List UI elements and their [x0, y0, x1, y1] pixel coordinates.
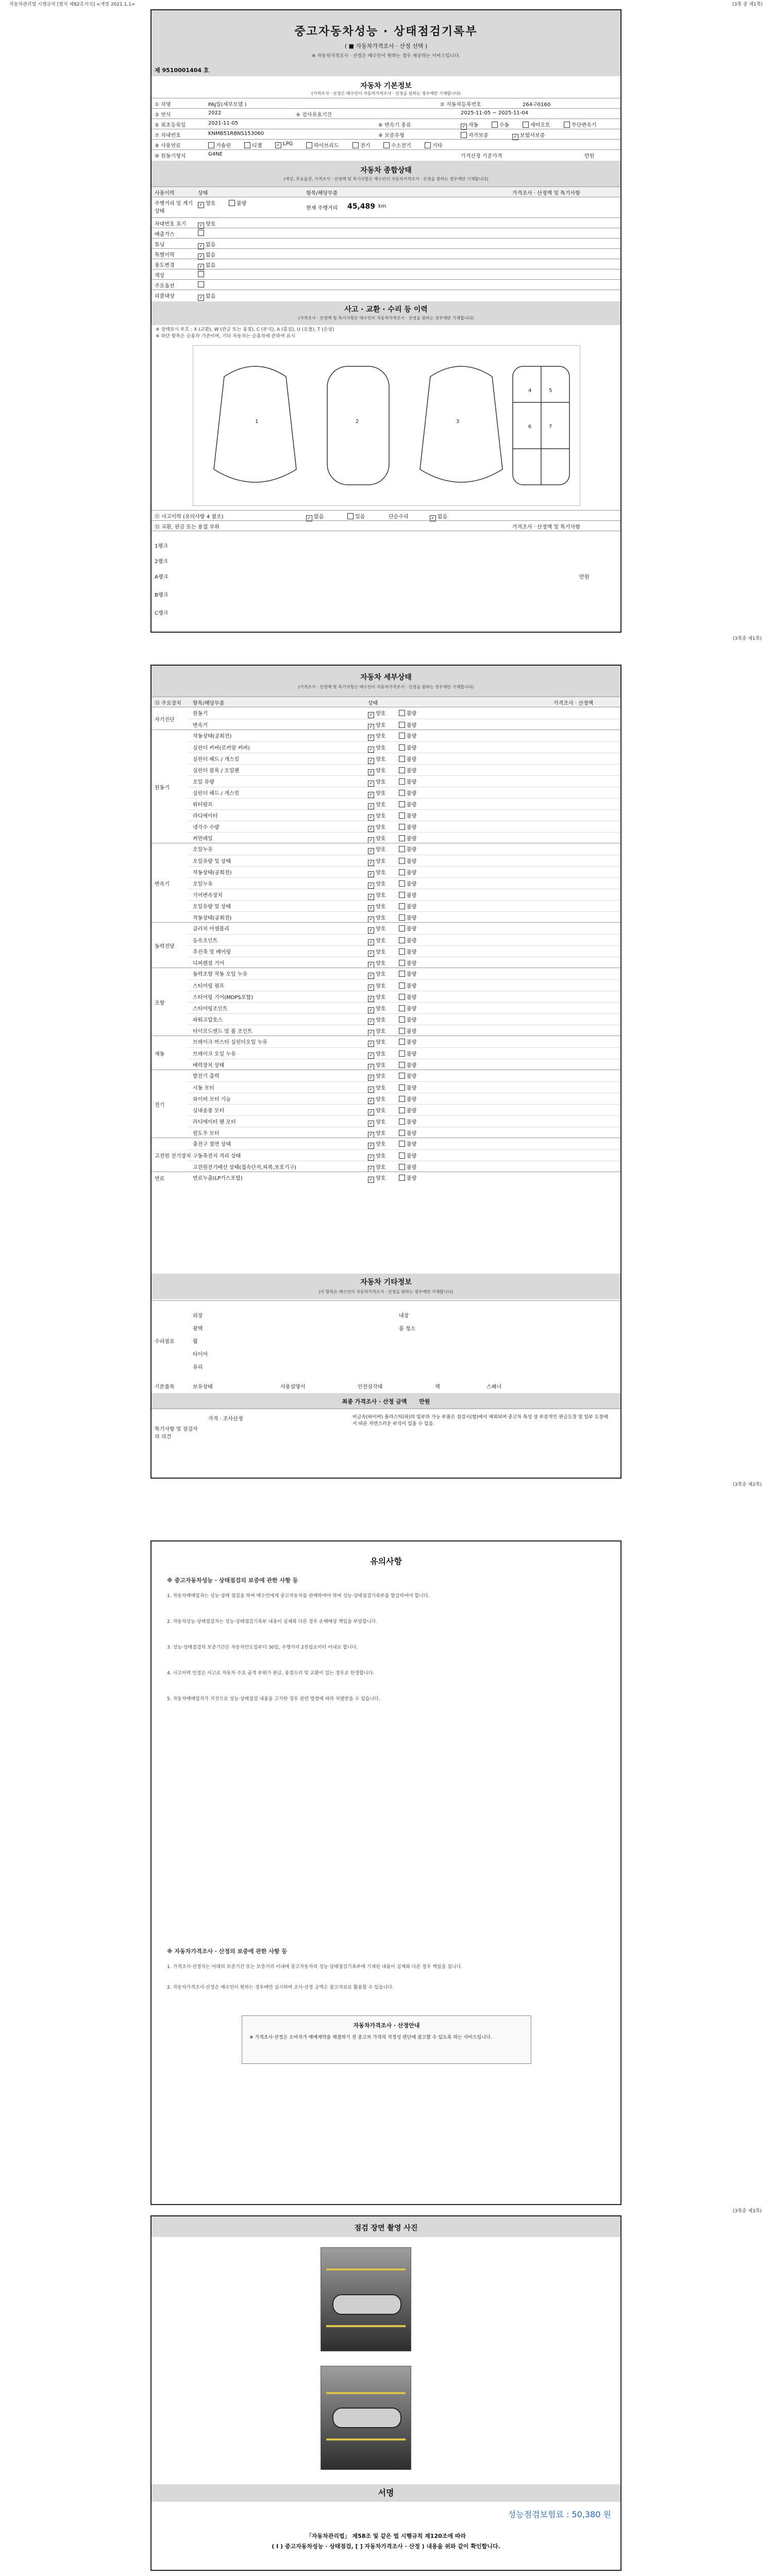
state-good-checkbox[interactable]: ✓ 양호 [368, 1015, 385, 1025]
form-law-reference: 자동차관리법 시행규칙 [별지 제82호서식] <개정 2021.1.1> [9, 2, 136, 7]
detail-group [152, 968, 620, 1036]
detail-item-label: 작동상태(공회전) [193, 870, 232, 876]
state-bad-checkbox[interactable]: 불량 [399, 970, 416, 977]
accident-section-title: 사고 · 교환 · 수리 등 이력 [344, 306, 428, 314]
state-bad-checkbox[interactable]: 불량 [399, 902, 416, 910]
basic-info-note: (가격조사 · 산정은 매수인이 자동차가격조사 · 산정을 원하는 경우에만 기재합니다) [311, 91, 461, 96]
insurance-fee: 성능점검보험료 : 50,380 원 [508, 2510, 611, 2519]
detail-item-row [188, 1047, 620, 1059]
detail-item-row [188, 1081, 620, 1093]
detail-item-row [188, 741, 620, 753]
state-good-checkbox[interactable]: ✓ 양호 [368, 970, 385, 979]
detail-item-label: 스티어링 펌프 [193, 984, 225, 989]
other-info-table: 수리필요 기본품목 외장 내장 광택 룸 청소 휠 타이어 유리 보유상태 사용설명서 안전삼각대 잭 스패너 [152, 1300, 620, 1394]
car-right-outline [420, 366, 502, 482]
detail-item-label: 연료누출(LP가스포함) [193, 1176, 243, 1181]
detail-item-label: 브레이크 오일 누유 [193, 1052, 236, 1057]
row-first-registration: ⑤ 최초등록일 2021-11-05 ⑥ 변속기 종류 ✓ 자동 수동 세미오토 무단변속기 [152, 118, 620, 129]
detail-item-row [188, 991, 620, 1003]
accident-section-note: (가격조사 · 산정액 및 특기사항은 매수인이 자동차가격조사 · 산정을 원하는 경우에만 기재합니다) [298, 316, 474, 320]
detail-item-label: 충전구 절연 상태 [193, 1142, 231, 1147]
transmission-auto[interactable]: ✓ 자동 [461, 121, 478, 130]
state-bad-checkbox[interactable]: 불량 [399, 947, 416, 955]
detail-item-row [188, 1161, 620, 1173]
detail-group [152, 843, 620, 923]
accident-none[interactable]: ✓ 없음 [306, 512, 324, 521]
state-good-checkbox[interactable]: ✓ 양호 [368, 902, 385, 911]
detail-group-name: 제동 [155, 1052, 165, 1057]
fuel-gasoline[interactable]: 가솔린 [208, 141, 231, 149]
state-bad-checkbox[interactable]: 불량 [399, 1117, 416, 1125]
state-bad-checkbox[interactable]: 불량 [399, 1061, 416, 1069]
state-bad-checkbox[interactable]: 불량 [399, 1027, 416, 1035]
inspection-photo-2 [321, 2366, 411, 2470]
overall-row-use-change: 용도변경 ✓ 없음 [152, 259, 620, 269]
detail-item-label: 오일 유량 [193, 779, 214, 785]
detail-item-label: 실린더 블록 / 오일팬 [193, 768, 240, 774]
page-number-3: (3쪽중 제3쪽) [732, 2209, 762, 2214]
detail-item-label: 실린더 헤드 / 개스킷 [193, 757, 240, 762]
accident-history-row: ⑪ 사고이력 (유의사항 4 참조) ✓ 없음 있음 단순수리 ✓ 없음 [152, 510, 620, 521]
state-good-checkbox[interactable]: ✓ 양호 [368, 755, 385, 764]
row-year: ③ 연식 2022 ④ 검사유효기간 2025-11-05 ~ 2025-11-04 [152, 108, 620, 119]
detail-item-label: 스티어링 기어(MDPS포함) [193, 995, 253, 1001]
detail-group-name: 원동기 [155, 785, 170, 791]
basic-info-title: 자동차 기본정보 [360, 82, 412, 90]
state-bad-checkbox[interactable]: 불량 [399, 1072, 416, 1079]
accident-legend: ※ 상태표시 부호 : X (교환), W (판금 또는 용접), C (부식), A (흠집), U (요철), T (손상) [156, 327, 334, 332]
state-bad-checkbox[interactable]: 불량 [399, 1106, 416, 1114]
row-engine: ⑩ 원동기형식 G4NE 가격산정 기준가격 만원 [152, 149, 620, 160]
state-good-checkbox[interactable]: ✓ 양호 [368, 1072, 385, 1081]
state-bad-checkbox[interactable]: 불량 [399, 1038, 416, 1045]
photo-sheet [150, 2215, 621, 2571]
state-good-checkbox[interactable]: ✓ 양호 [368, 947, 385, 957]
detail-item-label: 고전원전기배선 상태(접속단자,피복,보호기구) [193, 1165, 296, 1171]
detail-item-label: 클러치 어셈블리 [193, 926, 229, 932]
state-bad-checkbox[interactable]: 불량 [399, 766, 416, 774]
svg-text:2: 2 [356, 419, 359, 425]
state-good-checkbox[interactable]: ✓ 양호 [368, 777, 385, 787]
state-bad-checkbox[interactable]: 불량 [399, 993, 416, 1001]
overall-row-vin: 차대번호 표기 ✓ 양호 [152, 217, 620, 228]
detail-item-row [188, 832, 620, 844]
detail-item-label: 시동 모터 [193, 1086, 214, 1091]
detail-item-row [188, 934, 620, 946]
svg-text:5: 5 [549, 388, 552, 394]
detail-item-label: 추진축 및 베어링 [193, 950, 231, 955]
detail-item-row [188, 1059, 620, 1071]
state-good-checkbox[interactable]: ✓ 양호 [368, 1151, 385, 1161]
detail-item-row [188, 843, 620, 855]
detail-item-row [188, 923, 620, 934]
state-bad-checkbox[interactable]: 불량 [399, 743, 416, 751]
state-good-checkbox[interactable]: ✓ 양호 [368, 845, 385, 854]
signature-bar: 서명 [152, 2484, 620, 2502]
detail-item-row [188, 900, 620, 912]
state-good-checkbox[interactable]: ✓ 양호 [368, 811, 385, 821]
detail-item-row [188, 1025, 620, 1037]
detail-item-row [188, 1070, 620, 1081]
page-number-1: (3쪽중 제1쪽) [732, 636, 762, 641]
state-bad-checkbox[interactable]: 불량 [399, 891, 416, 899]
detail-group [152, 707, 620, 730]
state-good-checkbox[interactable]: ✓ 양호 [368, 1004, 385, 1013]
detail-group-name: 동력전달 [155, 944, 175, 950]
plate-value: 264구0160 [523, 102, 551, 108]
page-number-2: (3쪽중 제2쪽) [732, 1482, 762, 1487]
detail-item-row [188, 1013, 620, 1025]
state-good-checkbox[interactable]: ✓ 양호 [368, 1163, 385, 1172]
state-bad-checkbox[interactable]: 불량 [399, 709, 416, 717]
simple-repair-none[interactable]: ✓ 없음 [430, 512, 447, 521]
state-bad-checkbox[interactable]: 불량 [399, 857, 416, 865]
detail-item-row [188, 1115, 620, 1127]
detail-group [152, 1036, 620, 1070]
state-bad-checkbox[interactable]: 불량 [399, 777, 416, 785]
detail-item-row [188, 889, 620, 901]
detail-item-label: 냉각수 수량 [193, 825, 220, 831]
detail-item-row [188, 730, 620, 741]
state-good-checkbox[interactable]: ✓ 양호 [368, 981, 385, 991]
car-top-outline [327, 366, 389, 485]
detail-item-label: 타이로드엔드 및 볼 조인트 [193, 1029, 253, 1035]
state-bad-checkbox[interactable]: 불량 [399, 800, 416, 808]
detail-item-label: 기어변속장치 [193, 893, 223, 899]
detail-item-label: 윈도우 모터 [193, 1131, 220, 1137]
state-good-checkbox[interactable]: ✓ 양호 [368, 800, 385, 809]
state-bad-checkbox[interactable]: 불량 [399, 811, 416, 819]
row-fuel: ⑨ 사용연료 가솔린 디젤 ✓ LPG 하이브리드 전기 수소전기 기타 [152, 139, 620, 150]
detail-group-name: 자기진단 [155, 717, 175, 723]
appraisal-notice-box: 자동차가격조사 · 산정안내 ※ 가격조사·산정은 소비자가 매매계약을 체결하기 전 중고차 가격의 적정성 판단에 참고할 수 있도록 하는 서비스입니다. [242, 2015, 531, 2064]
detail-item-label: 브레이크 마스터 실린더오일 누유 [193, 1040, 267, 1045]
state-good-checkbox[interactable]: ✓ 양호 [368, 1083, 385, 1093]
state-good-checkbox[interactable]: ✓ 양호 [368, 868, 385, 877]
engine-value: G4NE [208, 151, 223, 157]
detail-item-row [188, 1138, 620, 1149]
detail-item-row [188, 1104, 620, 1116]
detail-item-label: 작동상태(공회전) [193, 734, 232, 739]
state-bad-checkbox[interactable]: 불량 [399, 823, 416, 831]
detail-item-label: 구동축전지 격리 상태 [193, 1154, 241, 1159]
fuel-hydrogen[interactable]: 수소전기 [383, 141, 411, 149]
detail-item-row [188, 753, 620, 765]
state-bad-checkbox[interactable]: 불량 [399, 1049, 416, 1057]
state-bad-checkbox[interactable]: 불량 [399, 959, 416, 967]
state-good-checkbox[interactable]: ✓ 양호 [368, 789, 385, 798]
state-bad-checkbox[interactable]: 불량 [399, 1083, 416, 1091]
state-bad-checkbox[interactable]: 불량 [399, 834, 416, 842]
state-good-checkbox[interactable]: ✓ 양호 [368, 743, 385, 753]
state-good-checkbox[interactable]: ✓ 양호 [368, 1061, 385, 1070]
form-header-line [0, 0, 773, 7]
state-good-checkbox[interactable]: ✓ 양호 [368, 1129, 385, 1138]
overall-row-color: 색상 [152, 269, 620, 280]
other-info-title: 자동차 기타정보 [360, 1278, 412, 1286]
state-good-checkbox[interactable]: ✓ 양호 [368, 1174, 385, 1183]
transmission-semi-auto[interactable]: 세미오토 [523, 121, 550, 128]
state-good-checkbox[interactable]: ✓ 양호 [368, 959, 385, 968]
inspection-photo-1 [321, 2247, 411, 2351]
detail-item-row [188, 764, 620, 776]
fuel-hybrid[interactable]: 하이브리드 [306, 141, 339, 149]
year-value: 2022 [208, 110, 222, 116]
state-bad-checkbox[interactable]: 불량 [399, 868, 416, 876]
detail-group [152, 1172, 620, 1183]
detail-item-row [188, 1093, 620, 1105]
detail-item-label: 발전기 출력 [193, 1074, 220, 1079]
final-price-bar [152, 1393, 620, 1409]
detail-item-row [188, 957, 620, 969]
detail-item-row [188, 1002, 620, 1014]
state-good-checkbox[interactable]: ✓ 양호 [368, 732, 385, 741]
state-bad-checkbox[interactable]: 불량 [399, 1163, 416, 1171]
state-bad-checkbox[interactable]: 불량 [399, 789, 416, 796]
detail-item-label: 실린더 헤드 / 개스킷 [193, 791, 240, 796]
mileage-bad[interactable]: 불량 [229, 199, 246, 207]
special-notes-row: 특기사항 및 점검자의 의견 가격 · 조사산정 비금속(파이버) 플라스틱(파)의 밀부하 가능 부품은 점검시(험)에서 제외되며 중고차 특성 상 부분적인 판금도장 및 일부 도장에서 따른 자연스러운 부식이 있을 수 있음. [152, 1409, 620, 1455]
state-bad-checkbox[interactable]: 불량 [399, 721, 416, 728]
detail-item-label: 오일누유 [193, 847, 213, 853]
overall-row-recall: 리콜대상 ✓ 없음 [152, 290, 620, 300]
svg-text:3: 3 [456, 419, 460, 425]
first-registration-value: 2021-11-05 [208, 121, 239, 126]
state-bad-checkbox[interactable]: 불량 [399, 913, 416, 921]
detail-item-row [188, 979, 620, 991]
state-bad-checkbox[interactable]: 불량 [399, 1151, 416, 1159]
accident-yes[interactable]: 있음 [347, 512, 365, 520]
detail-item-row [188, 1127, 620, 1139]
detail-item-label: 파워고압호스 [193, 1018, 223, 1023]
overall-status-title: 자동차 종합상태 [360, 166, 412, 175]
detail-group [152, 1138, 620, 1172]
state-bad-checkbox[interactable]: 불량 [399, 1129, 416, 1137]
photo-title: 점검 장면 촬영 사진 [354, 2224, 418, 2232]
accident-legend-2: ※ 하단 항목은 승용차 기준이며, 기타 자동차는 승용차에 준하여 표시 [156, 334, 295, 339]
detail-item-row [188, 821, 620, 833]
detail-group [152, 730, 620, 843]
state-good-checkbox[interactable]: ✓ 양호 [368, 823, 385, 832]
law-statement-1: 「자동차관리법」 제58조 및 같은 법 시행규칙 제120조에 따라 [306, 2533, 466, 2539]
detail-item-label: 원동기 [193, 711, 208, 717]
page-2-sheet [150, 665, 621, 1479]
detail-item-row [188, 1172, 620, 1183]
detail-group-name: 전기 [155, 1103, 165, 1108]
mileage-good[interactable]: ✓양호 [198, 199, 215, 208]
state-bad-checkbox[interactable]: 불량 [399, 755, 416, 762]
notice-subhead-1: ※ 중고자동차성능 · 상태점검의 보증에 관한 사항 등 [167, 1577, 298, 1584]
row-vehicle-name: ① 차명 PAJ일(세부모델 ) ② 자동차등록번호 264구0160 [152, 98, 620, 109]
detail-column-header: ⑬ 주요장치 항목/해당부품 상태 가격조사 · 산정액 [152, 697, 620, 707]
other-info-note: (이 항목은 매수인이 자동차가격조사 · 산정을 원하는 경우에만 기재합니다) [318, 1290, 453, 1294]
detail-item-row [188, 945, 620, 957]
detail-item-label: 변속기 [193, 723, 208, 728]
state-good-checkbox[interactable]: ✓ 양호 [368, 1049, 385, 1059]
detail-item-label: 와이퍼 모터 기능 [193, 1097, 231, 1103]
fuel-diesel[interactable]: 디젤 [244, 141, 262, 149]
notice-title: 유의사항 [370, 1556, 402, 1566]
detail-item-label: 동력조향 작동 오일 누유 [193, 972, 248, 977]
transmission-manual[interactable]: 수동 [492, 121, 509, 128]
transmission-cvt[interactable]: 무단변속기 [564, 121, 596, 128]
state-bad-checkbox[interactable]: 불량 [399, 1015, 416, 1023]
mileage-value: 45,489 [347, 202, 376, 211]
overall-row-emission: 배출가스 [152, 228, 620, 239]
detail-item-row [188, 787, 620, 799]
detail-item-row [188, 809, 620, 821]
detail-item-row [188, 968, 620, 979]
special-notes-text: 비금속(파이버) 플라스틱(파)의 밀부하 가능 부품은 점검시(험)에서 제외되며 중고차 특성 상 부분적인 판금도장 및 일부 도장에서 따른 자연스러운 부식이 있을 수 있음. [352, 1415, 608, 1427]
exchange-parts-row: ⑫ 교환, 판금 또는 용접 부위 가격조사 · 산정액 및 특기사항 [152, 520, 620, 531]
state-good-checkbox[interactable]: ✓ 양호 [368, 709, 385, 718]
detail-item-label: 등속조인트 [193, 938, 218, 944]
page-3-sheet: 유의사항 ※ 중고자동차성능 · 상태점검의 보증에 관한 사항 등 1. 자동차매매업자는 성능·상태 점검을 하여 매수인에게 중고자동차를 판매하여야 하며 성능·상태점검기록부를 발급하여야 합니다. 2. 자동차성능·상태점검자는 성능·상태점검기록부 내용이 실제와 다른 경우 손해배상 책임을 부담합니다. 3. 성능·상태점검의 보증기간은 자동차인도일부터 30일, 주행거리 2천킬로미터 이내로 합니다. 4. 사고이력 인정은 사고로 자동차 주요 골격 부위가 판금, 용접수리 및 교환이 있는 경우로 한정합니다. 5. 자동차매매업자가 거짓으로 성능·상태점검 내용을 고지한 경우 관련 법령에 따라 처벌받을 수 있습니다. ※ 자동차가격조사 · 산정의 보증에 관한 사항 등 1. 가격조사·산정자는 아래의 보증기간 또는 보증거리 이내에 중고자동차의 성능·상태점검기록부에 기재된 내용이 실제와 다른 경우 책임을 집니다. 2. 자동차가격조사·산정은 매수인이 원하는 경우에만 실시하며 조사·산정 금액은 참고자료로 활용할 수 있습니다. 자동차가격조사 · 산정안내 ※ 가격조사·산정은 소비자가 매매계약을 체결하기 전 중고차 가격의 적정성 판단에 참고할 수 있도록 하는 서비스입니다. [150, 1540, 621, 2205]
state-good-checkbox[interactable]: ✓ 양호 [368, 857, 385, 866]
state-good-checkbox[interactable]: ✓ 양호 [368, 1095, 385, 1104]
detail-group-name: 변속기 [155, 882, 170, 887]
state-bad-checkbox[interactable]: 불량 [399, 1140, 416, 1147]
detail-item-label: 오일유량 및 상태 [193, 904, 231, 910]
state-bad-checkbox[interactable]: 불량 [399, 936, 416, 944]
detail-item-row [188, 855, 620, 867]
state-good-checkbox[interactable]: ✓ 양호 [368, 834, 385, 843]
detail-group-name: 연료 [155, 1176, 165, 1182]
detail-item-row [188, 911, 620, 923]
fuel-electric[interactable]: 전기 [352, 141, 370, 149]
state-good-checkbox[interactable]: ✓ 양호 [368, 879, 385, 889]
fuel-other[interactable]: 기타 [425, 141, 442, 149]
state-good-checkbox[interactable]: ✓ 양호 [368, 1140, 385, 1149]
photo-header [152, 2216, 620, 2237]
page-1-header [152, 10, 620, 76]
detail-item-row [188, 775, 620, 787]
page-1-sheet [150, 9, 621, 633]
svg-text:4: 4 [528, 388, 532, 394]
detail-group [152, 922, 620, 968]
detail-group-name: 고전원 전기장치 [155, 1154, 191, 1159]
detail-item-row [188, 1149, 620, 1161]
exterior-rank-table: 1랭크 2랭크 A랭크 B랭크 C랭크 만원 [152, 531, 620, 629]
detail-item-row [188, 1036, 620, 1047]
detail-group [152, 1070, 620, 1138]
detail-item-row [188, 866, 620, 878]
state-good-checkbox[interactable]: ✓ 양호 [368, 1117, 385, 1127]
detail-group-name: 조향 [155, 1001, 165, 1006]
detail-item-row [188, 707, 620, 719]
detail-item-label: 커먼레일 [193, 836, 213, 842]
overall-row-tuning: 튜닝 ✓ 없음 [152, 238, 620, 249]
overall-column-header: 사용이력 상태 항목/해당부품 가격조사 · 산정액 및 특기사항 [152, 187, 620, 197]
state-good-checkbox[interactable]: ✓ 양호 [368, 766, 385, 775]
detail-item-label: 오일누유 [193, 882, 213, 887]
overall-status-note: (색상, 주요옵션, 가격조사 · 산정액 및 특기사항은 매수인이 자동차가격조사 · 산정을 원하는 경우에만 기재합니다) [283, 177, 489, 181]
detail-item-label: 실린더 커버(로커암 커버) [193, 745, 250, 751]
detail-item-row [188, 719, 620, 731]
detail-item-row [188, 877, 620, 889]
warranty-insurance[interactable]: ✓ 보험사보증 [512, 131, 545, 140]
document-note: ※ 자동차가격조사 · 산정은 매수인이 원하는 경우 제공하는 서비스입니다. [311, 54, 461, 59]
svg-text:1: 1 [255, 419, 259, 425]
detail-item-label: 작동상태(공회전) [193, 916, 232, 921]
detail-title: 자동차 세부상태 [360, 673, 412, 682]
vin-value: KNMB51RBNS153060 [208, 131, 264, 137]
state-good-checkbox[interactable]: ✓ 양호 [368, 913, 385, 923]
state-bad-checkbox[interactable]: 불량 [399, 1095, 416, 1103]
detail-item-row [188, 798, 620, 810]
state-bad-checkbox[interactable]: 불량 [399, 732, 416, 739]
state-good-checkbox[interactable]: ✓ 양호 [368, 1027, 385, 1036]
detail-note: (가격조사 · 산정액 및 특기사항은 매수인이 자동차가격조사 · 산정을 원하는 경우에만 기재합니다) [298, 685, 474, 689]
state-bad-checkbox[interactable]: 불량 [399, 924, 416, 932]
state-good-checkbox[interactable]: ✓ 양호 [368, 721, 385, 730]
detail-item-label: 실내송풍 모터 [193, 1108, 225, 1114]
state-bad-checkbox[interactable]: 불량 [399, 1174, 416, 1181]
state-good-checkbox[interactable]: ✓ 양호 [368, 1038, 385, 1047]
overall-row-options: 주요옵션 [152, 279, 620, 290]
state-good-checkbox[interactable]: ✓ 양호 [368, 993, 385, 1002]
row-vin: ⑦ 차대번호 KNMB51RBNS153060 ⑧ 보증유형 자가보증 ✓ 보험사보증 [152, 129, 620, 140]
document-title: 중고자동차성능 · 상태점검기록부 [294, 25, 478, 38]
law-statement-2: ( I ) 중고자동차성능 · 상태점검, [ ] 자동차가격조사 · 산정 ) 내용을 위와 같이 확인합니다. [272, 2543, 500, 2550]
detail-item-label: 오일유량 및 상태 [193, 859, 231, 865]
svg-text:6: 6 [528, 424, 532, 430]
state-good-checkbox[interactable]: ✓ 양호 [368, 891, 385, 900]
final-price-unit: 만원 [419, 1398, 430, 1405]
inspection-period-value: 2025-11-05 ~ 2025-11-04 [461, 110, 528, 116]
document-subtitle: ( ■ 자동차가격조사 · 산정 선택 ) [344, 43, 428, 49]
state-bad-checkbox[interactable]: 불량 [399, 1004, 416, 1012]
state-bad-checkbox[interactable]: 불량 [399, 879, 416, 887]
fuel-lpg[interactable]: ✓ LPG [275, 141, 293, 148]
state-good-checkbox[interactable]: ✓ 양호 [368, 936, 385, 945]
overall-row-special: 특별이력 ✓ 없음 [152, 248, 620, 259]
detail-item-label: 워터펌프 [193, 802, 213, 808]
state-bad-checkbox[interactable]: 불량 [399, 845, 416, 853]
detail-item-label: 디퍼렌셜 기어 [193, 961, 225, 967]
detail-item-label: 스티어링조인트 [193, 1006, 228, 1012]
detail-item-label: 배력장치 상태 [193, 1063, 225, 1069]
form-page-count: (3쪽 중 제1쪽) [732, 2, 763, 7]
detail-item-label: 라디에이터 팬 모터 [193, 1120, 236, 1125]
notice-subhead-2: ※ 자동차가격조사 · 산정의 보증에 관한 사항 등 [167, 1948, 287, 1955]
vehicle-name-value: PAJ일(세부모델 ) [208, 102, 247, 108]
state-bad-checkbox[interactable]: 불량 [399, 981, 416, 989]
vehicle-diagram [193, 345, 580, 506]
warranty-self[interactable]: 자가보증 [461, 131, 489, 139]
final-price-title: 최종 가격조사 · 산정 금액 [342, 1398, 407, 1405]
document-number: 제 9510001404 호 [155, 67, 209, 74]
overall-row-mileage: 주행거리 및 계기상태 ✓양호 불량 현재 주행거리 45,489 km [152, 197, 620, 218]
detail-item-label: 라디에이터 [193, 814, 218, 819]
state-good-checkbox[interactable]: ✓ 양호 [368, 924, 385, 934]
state-good-checkbox[interactable]: ✓ 양호 [368, 1106, 385, 1115]
svg-text:7: 7 [549, 424, 552, 430]
